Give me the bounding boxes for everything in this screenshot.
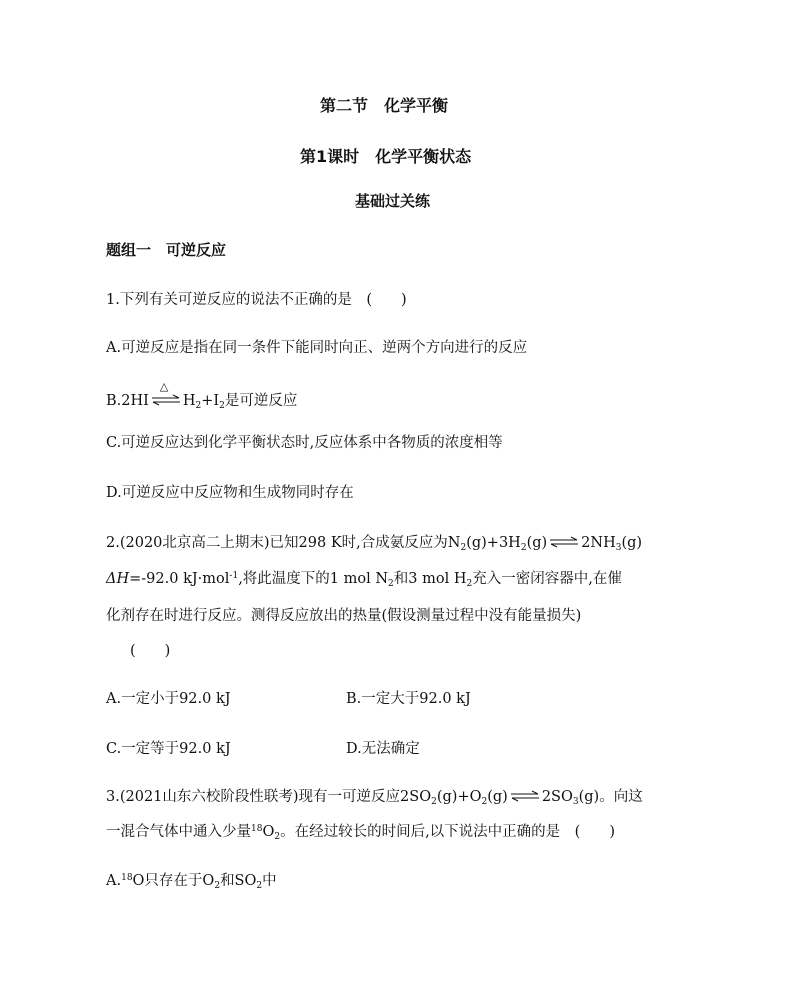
q2-l2-mid: ,将此温度下的1 mol N (238, 571, 389, 587)
q3-l2-pre: 一混合气体中通入少量 (106, 824, 251, 840)
q3-l2-o-sub: 2 (274, 832, 281, 842)
q3-l2-sup: 18 (251, 824, 263, 834)
q2-line2 (106, 567, 622, 589)
q3-a-pre: A. (106, 873, 122, 889)
q3-a-so-sub: 2 (256, 881, 263, 891)
q3-line2 (106, 820, 615, 842)
q1-b-plus: +I (201, 393, 220, 409)
q2-l1-nh: 2NH (581, 535, 616, 551)
q2-option-d: D.无法确定 (346, 741, 420, 757)
reversible-arrow-icon (151, 380, 181, 406)
q3-l1-so3-sub: 3 (572, 797, 579, 807)
q1-b-prefix: B.2HI (106, 393, 149, 409)
q2-l1-n-sub: 2 (460, 543, 467, 553)
q1-option-a: A.可逆反应是指在同一条件下能同时向正、逆两个方向进行的反应 (106, 340, 528, 356)
q2-l1-mid: (g)+3H (466, 535, 521, 551)
q3-l2-end: 。在经过较长的时间后,以下说法中正确的是 ( ) (280, 824, 615, 840)
q2-l2-h-sub: 2 (466, 579, 473, 589)
q2-line1 (106, 531, 642, 553)
q1-option-b (106, 380, 298, 411)
q3-a-sup: 18 (121, 873, 133, 883)
q3-option-a (106, 869, 277, 891)
q2-l1-nh-sub: 3 (615, 543, 622, 553)
q1-b-suffix: 是可逆反应 (224, 393, 298, 409)
q3-a-mid: O只存在于O (132, 873, 215, 889)
q3-l1-end: (g)。向这 (578, 789, 643, 805)
q1-b-i-sub: 2 (219, 401, 225, 411)
q3-a-end: 中 (262, 873, 277, 889)
q2-line3: 化剂存在时进行反应。测得反应放出的热量(假设测量过程中没有能量损失) (106, 608, 582, 624)
q2-option-b: B.一定大于92.0 kJ (346, 691, 471, 707)
q2-l1-g: (g) (526, 535, 548, 551)
q2-l1-end: (g) (621, 535, 643, 551)
q3-l1-so-sub: 2 (431, 797, 437, 807)
q2-l2-sup: -1 (229, 571, 239, 581)
q1-option-c: C.可逆反应达到化学平衡状态时,反应体系中各物质的浓度相等 (106, 435, 503, 451)
reversible-arrow-icon (549, 536, 579, 548)
q1-b-h: H (182, 393, 196, 409)
q1-stem: 1.下列有关可逆反应的说法不正确的是 ( ) (106, 292, 407, 308)
q1-option-d: D.可逆反应中反应物和生成物同时存在 (106, 485, 354, 501)
section-title: 第二节 化学平衡 (320, 96, 449, 115)
q3-a-o-sub: 2 (214, 881, 221, 891)
q1-b-h-sub: 2 (195, 401, 202, 411)
reversible-arrow-icon (510, 790, 540, 802)
q3-a-mid2: 和SO (220, 873, 257, 889)
practice-heading: 基础过关练 (355, 192, 431, 210)
lesson-title: 第1课时 化学平衡状态 (300, 147, 472, 166)
q2-l1-pre: 2.(2020北京高二上期末)已知298 K时,合成氨反应为N (106, 535, 461, 551)
q2-l2-end: 充入一密闭容器中,在催 (472, 571, 622, 587)
q3-l1-o-sub: 2 (481, 797, 488, 807)
q2-l2-mid2: 和3 mol H (393, 571, 467, 587)
q3-l1-pre: 3.(2021山东六校阶段性联考)现有一可逆反应2SO (106, 789, 432, 805)
q3-l1-g: (g) (487, 789, 508, 805)
q2-option-c: C.一定等于92.0 kJ (106, 741, 231, 757)
q3-l1-so3: 2SO (541, 789, 573, 805)
q2-answer-paren: ( ) (130, 643, 171, 659)
q2-option-a: A.一定小于92.0 kJ (106, 691, 231, 707)
q2-l1-h-sub: 2 (520, 543, 527, 553)
q3-l2-o: O (262, 824, 275, 840)
heat-condition: △ (159, 380, 169, 393)
q2-delta-h: ΔH (106, 571, 130, 587)
q3-line1 (106, 785, 643, 807)
q2-l2-n-sub: 2 (388, 579, 394, 589)
q2-l2-val: =-92.0 kJ·mol (129, 571, 230, 587)
q3-l1-mid: (g)+O (436, 789, 482, 805)
group-heading: 题组一 可逆反应 (106, 241, 227, 259)
